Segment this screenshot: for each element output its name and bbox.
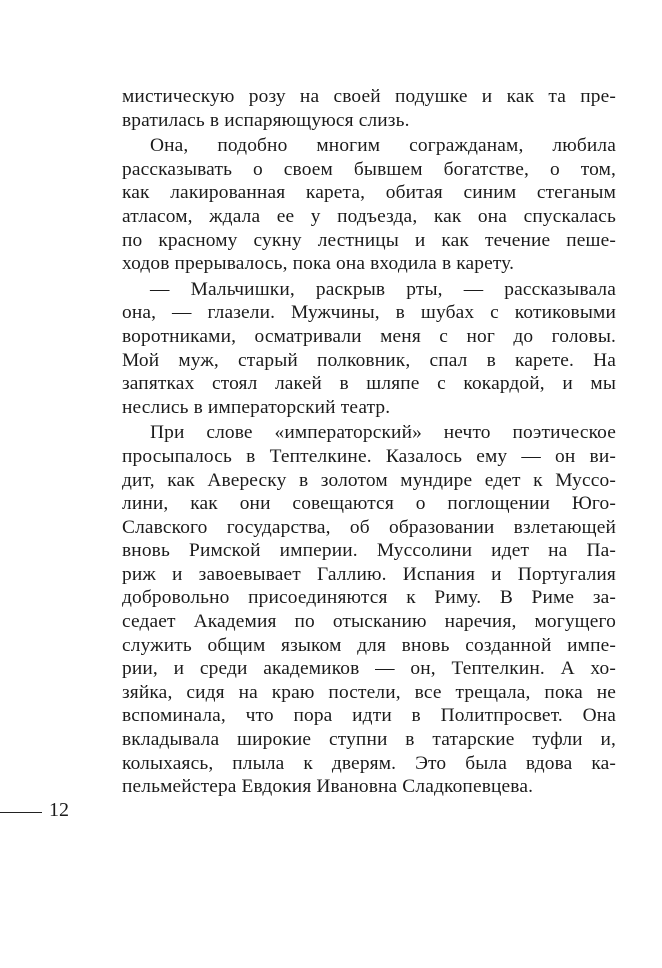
text-line: ходов прерывалось, пока она входила в карету. xyxy=(122,253,515,275)
text-line: колыхаясь, плыла к дверям. Это была вдова ка- xyxy=(122,752,616,774)
text-line: Славского государства, об образовании взлетающей xyxy=(122,516,616,538)
text-line: седает Академия по отысканию наречия, могущего xyxy=(122,611,616,633)
text-line: рассказывать о своем бывшем богатстве, о том, xyxy=(122,158,616,180)
text-line: воротниками, осматривали меня с ног до головы. xyxy=(122,325,616,347)
text-line: атласом, ждала ее у подъезда, как она спускалась xyxy=(122,205,616,227)
text-line: запятках стоял лакей в шляпе с кокардой, и мы xyxy=(122,373,616,395)
paragraph-4 xyxy=(122,421,616,799)
text-line: риж и завоевывает Галлию. Испания и Португалия xyxy=(122,563,616,585)
text-line: вратилась в испаряющуюся слизь. xyxy=(122,109,410,131)
folio-rule xyxy=(0,812,42,813)
text-line: — Мальчишки, раскрыв рты, — рассказывала xyxy=(150,278,616,300)
text-line: Она, подобно многим согражданам, любила xyxy=(150,135,616,157)
text-line: дит, как Авереску в золотом мундире едет к Муссо- xyxy=(122,469,616,491)
text-line: неслись в императорский театр. xyxy=(122,396,391,418)
text-line: как лакированная карета, обитая синим стеганым xyxy=(122,182,616,204)
text-line: зяйка, сидя на краю постели, все трещала, пока не xyxy=(122,681,616,703)
page-number: 12 xyxy=(49,799,69,821)
text-line: Мой муж, старый полковник, спал в карете. На xyxy=(122,349,616,371)
text-line: рии, и среди академиков — он, Тептелкин. А хо- xyxy=(122,658,616,680)
text-line: лини, как они совещаются о поглощении Юго- xyxy=(122,493,616,515)
text-line: При слове «императорский» нечто поэтическое xyxy=(150,422,616,444)
page-folio xyxy=(0,797,80,827)
text-line: она, — глазели. Мужчины, в шубах с котиковыми xyxy=(122,302,616,324)
text-line: по красному сукну лестницы и как течение пеше- xyxy=(122,229,616,251)
text-line: вспоминала, что пора идти в Политпросвет. Она xyxy=(122,705,616,727)
text-line: просыпалось в Тептелкине. Казалось ему — он ви- xyxy=(122,445,616,467)
text-line: пельмейстера Евдокия Ивановна Сладкопевцева. xyxy=(122,776,534,798)
text-line: вновь Римской империи. Муссолини идет на Па- xyxy=(122,540,616,562)
body-text xyxy=(122,85,616,799)
paragraph-2 xyxy=(122,134,616,276)
paragraph-3 xyxy=(122,278,616,420)
text-line: мистическую розу на своей подушке и как та пре- xyxy=(122,86,616,107)
text-line: добровольно присоединяются к Риму. В Риме за- xyxy=(122,587,616,609)
text-line: служить общим языком для вновь созданной импе- xyxy=(122,634,616,656)
text-line: вкладывала широкие ступни в татарские туфли и, xyxy=(122,729,616,751)
paragraph-1 xyxy=(122,85,616,132)
